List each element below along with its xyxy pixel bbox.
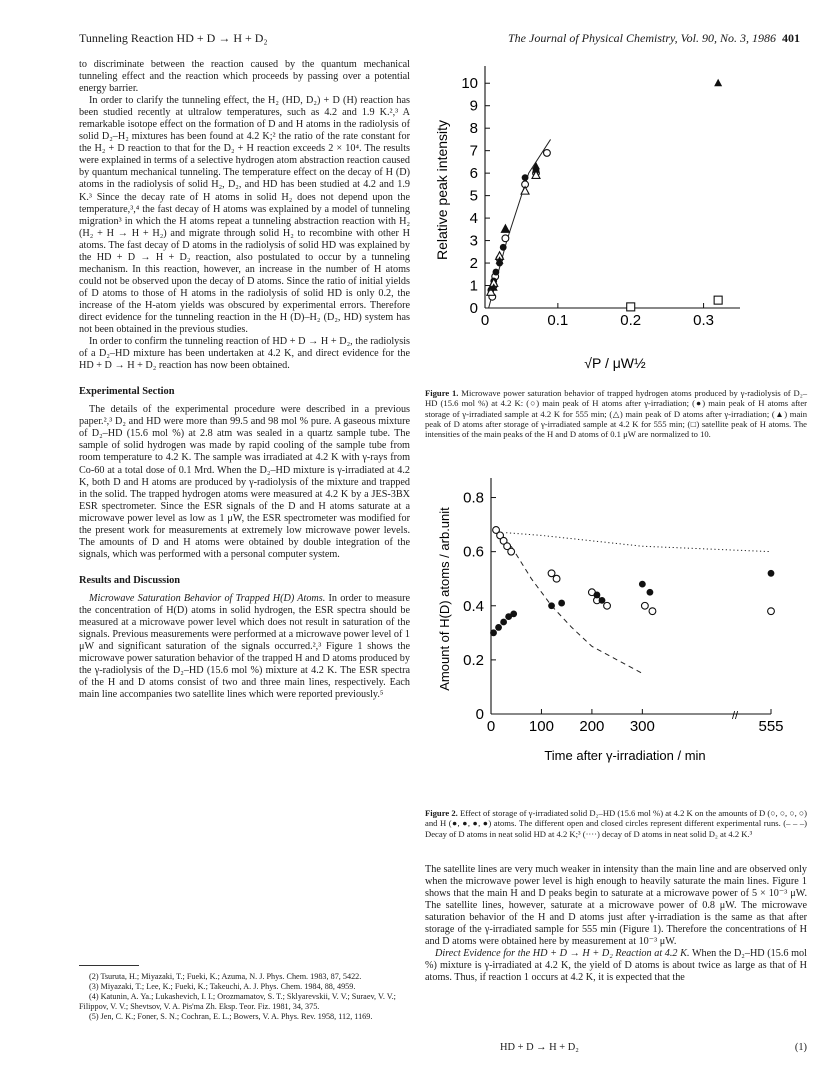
y-tick-label: 5	[469, 187, 478, 205]
data-point-open-circle	[544, 150, 551, 157]
curve-dotted-1	[506, 533, 771, 552]
y-tick-label: 1	[469, 277, 478, 295]
y-tick-label: 6	[469, 165, 478, 183]
results-heading: Results and Discussion	[79, 574, 181, 586]
data-point-filled-circle	[510, 610, 517, 617]
data-point-open-square	[627, 303, 635, 311]
y-tick-label: 4	[469, 210, 478, 228]
y-tick-label: 9	[469, 97, 478, 115]
x-tick-label: 200	[579, 718, 605, 735]
figure-2-chart	[425, 470, 807, 805]
y-tick-label: 3	[469, 232, 478, 250]
y-tick-label: 0.4	[463, 597, 484, 615]
intro-paragraph-2: In order to clarify the tunneling effect, the H₂ (HD, D₂) + D (H) reaction has been studied recently at ultralow temperatures, such as 4.2 and 1.9 K.²,³ A remarkable isotope effect on the formation of D and H atoms in the radiolysis of solid D₂–H₂ mixtures has been found at 4.2 K;² the ratio of the rate constant for the H₂ + D reaction to that for the D₂ + H reaction exceeds 2 × 10⁴. The results were explained in terms of a selective hydrogen atom abstraction reaction caused by quantum mechanical tunneling. The temperature effect on the decay of H (D) atoms in the radiolysis of solid H₂, D₂, and HD has been studied at 4.2 and 1.9 K.³ Since the decay rate of H atoms in solid H₂ does not depend upon the temperature,³,⁴ the fast decay of H atoms was explained by a model of tunneling migration³ in which the H atoms repeat a tunneling abstraction reaction with H₂ (H₂ + H → H + H₂) and migrate through solid H₂ to recombine with other H atoms. The fast decay of D atoms in the radiolysis of solid HD was explained by the HD + D → H + D₂ reaction, also postulated to occur by a tunneling mechanism. In this reaction, however, an increase in the number of H atoms could not be observed upon the decay of D atoms. Since the ratio of initial yields of D atoms to those of H atoms in the radiolysis of solid HD is only 0.2, the increase of the H-atom yields was obscured by experimental errors. Therefore direct evidence for the tunneling reaction in the H (D)–H₂ (D₂, HD) system has not been obtained in the previous studies.	[79, 95, 410, 336]
experimental-paragraph: The details of the experimental procedure were described in a previous paper.²,³ D₂ and HD were more than 99.5 and 98 mol % pure. A gaseous mixture of D₂–HD (15.6 mol %) at 2.8 atm was sealed in a quartz sample tube. The sample of solid hydrogen was made by rapid cooling of the sample tube from room temperature to 4.2 K. The sample was irradiated at 4.2 K with γ-rays from Co-60 at a total dose of 0.1 Mrd. When the D₂–HD mixture is γ-irradiated at 4.2 K, both D and H atoms are produced by γ-radiolysis of the mixture and trapped in the solid. The trapped hydrogen atoms were measured at 4.2 K by a JES-3BX ESR spectrometer. Since the ESR signals of the D and H atoms saturate at a microwave power level as low as 1 μW, the ESR spectrometer was modified for the present work for measurements at extremely low microwave power levels. The amounts of D and H atoms were obtained by double integration of the signals, which was performed with a personal computer system.	[79, 404, 410, 560]
data-point-open-circle	[604, 602, 611, 609]
page-number: 401	[782, 31, 800, 45]
data-point-filled-circle	[548, 602, 555, 609]
x-tick-label: 300	[629, 718, 655, 735]
figure-1-caption	[425, 388, 807, 439]
right-paragraph-1: The satellite lines are very much weaker in intensity than the main line and are observed only when the microwave power level is high enough to heavily saturate the main lines. Figure 1 shows that the main H and D peaks begin to saturate at a microwave power of 5 × 10⁻³ μW. The satellite lines, however, saturate at a microwave power of 0.8 μW. The microwave saturation behavior of the H and D atoms just after γ-irradiation is the same as that after storage of the γ-irradiated sample for 555 min (Figure 1). Therefore the concentrations of H and D atoms were obtained here by measurement at 10⁻³ μW.	[425, 864, 807, 948]
y-tick-label: 0.2	[463, 651, 484, 669]
footnote-2: (2) Tsuruta, H.; Miyazaki, T.; Fueki, K.; Azuma, N. J. Phys. Chem. 1983, 87, 5422.	[89, 972, 362, 981]
data-point-open-circle	[502, 235, 509, 242]
curve-solid-0	[489, 139, 551, 308]
axis-break-mark: //	[732, 710, 739, 722]
equation-number: (1)	[794, 1042, 807, 1053]
x-axis-label: Time after γ-irradiation / min	[544, 748, 706, 763]
data-point-filled-triangle	[714, 79, 722, 87]
y-tick-label: 2	[469, 255, 478, 273]
data-point-filled-circle	[647, 589, 654, 596]
right-column-text	[425, 864, 807, 984]
x-axis-label: √P / μW½	[584, 355, 646, 371]
data-point-filled-circle	[558, 600, 565, 607]
data-point-filled-circle	[768, 570, 775, 577]
footnotes	[79, 965, 410, 1022]
y-tick-label: 0	[469, 300, 478, 317]
y-tick-label: 10	[461, 75, 478, 93]
figure-1-caption-title: Figure 1.	[425, 388, 459, 398]
data-point-filled-triangle	[501, 225, 509, 233]
running-title: Tunneling Reaction HD + D → H + D₂	[79, 31, 268, 45]
data-point-open-square	[714, 296, 722, 304]
x-tick-label: 0.2	[620, 312, 642, 329]
results-text: In order to measure the concentration of H(D) atoms in solid hydrogen, the ESR spectra should be measured at a microwave power level which does not result in saturation of the signals. Previous measurements were performed at a microwave power level of 1 μW and significant saturation of the signals occurred.²,³ Figure 1 shows the microwave power saturation behavior of the trapped H and D atoms produced by the γ-radiolysis of the D₂–HD (15.6 mol %) mixture at 4.2 K. The ESR spectra of the H and D atoms consist of two and three main lines, respectively. Each main line accompanies two satellite lines which were reported previously.⁵	[79, 592, 410, 701]
data-point-filled-circle	[495, 624, 502, 631]
y-tick-label: 0	[475, 706, 484, 723]
data-point-filled-circle	[500, 244, 507, 251]
figure-2-caption-title: Figure 2.	[425, 808, 458, 818]
data-point-open-circle	[649, 608, 656, 615]
data-point-filled-circle	[599, 597, 606, 604]
journal-citation	[508, 31, 800, 46]
y-axis-label: Relative peak intensity	[434, 119, 450, 261]
y-axis-label: Amount of H(D) atoms / arb.unit	[437, 507, 452, 691]
data-point-filled-circle	[639, 581, 646, 588]
x-tick-label: 0.1	[547, 312, 569, 329]
figure-1-caption-text: Microwave power saturation behavior of trapped hydrogen atoms produced by γ-radiolysis of D₂–HD (15.6 mol %) at 4.2 K: (○) main peak of H atoms after γ-irradiation; (●) main peak of H atoms after storage of γ-irradiated sample at 4.2 K for 555 min; (△) main peak of D atoms after γ-irradiation; (▲) main peak of D atoms after storage of γ-irradiated sample at 4.2 K for 555 min; (□) satellite peak of H atoms. The intensities of the main peaks of the H and D atoms of 0.1 μW are normalized to 10.	[425, 388, 808, 440]
footnote-rule	[79, 965, 139, 966]
figure-1-chart	[425, 58, 807, 383]
y-tick-label: 0.6	[463, 543, 484, 561]
right-paragraph-2	[425, 948, 807, 984]
data-point-filled-circle	[500, 619, 507, 626]
curve-dashed-0	[511, 546, 642, 673]
data-point-open-circle	[553, 575, 560, 582]
data-point-open-circle	[641, 602, 648, 609]
footnote-4: (4) Katunin, A. Ya.; Lukashevich, I. I.; Orozmamatov, S. T.; Sklyarevskii, V. V.; Suraev, V. V.; Filippov, V. V.; Shevtsov, V. A. Pis'ma Zh. Eksp. Teor. Fiz. 1981, 34, 375.	[79, 992, 396, 1011]
x-tick-label: 555	[758, 718, 784, 735]
data-point-open-circle	[548, 570, 555, 577]
figure-2-caption-text: Effect of storage of γ-irradiated solid D₂–HD (15.6 mol %) at 4.2 K on the amounts of D (○, ○, ○, ○) and H (●, ●, ●, ●) atoms. The different open and closed circles represent different experimental runs. (– – –) Decay of D atoms in neat solid HD at 4.2 K;³ (····) decay of D atoms in neat solid D₂ at 4.2 K.³	[425, 808, 807, 839]
results-subtitle: Microwave Saturation Behavior of Trapped H(D) Atoms.	[89, 592, 326, 604]
direct-evidence-text: When the D₂–HD (15.6 mol %) mixture is γ-irradiated at 4.2 K, the yield of D atoms is about twice as large as that of H atoms. Thus, if reaction 1 occurs at 4.2 K, it is expected that the	[425, 948, 807, 984]
figure-2-caption	[425, 808, 807, 839]
data-point-filled-circle	[493, 269, 500, 276]
data-point-open-circle	[768, 608, 775, 615]
y-tick-label: 0.8	[463, 489, 484, 507]
y-tick-label: 7	[469, 142, 478, 160]
x-tick-label: 100	[528, 718, 554, 735]
data-point-open-circle	[508, 548, 515, 555]
y-tick-label: 8	[469, 120, 478, 138]
intro-paragraph-3: In order to confirm the tunneling reaction of HD + D → H + D₂, the radiolysis of a D₂–HD mixture has been undertaken at 4.2 K, and direct evidence for the HD + D → H + D₂ reaction has now been obtained.	[79, 336, 410, 372]
footnote-3: (3) Miyazaki, T.; Lee, K.; Fueki, K.; Takeuchi, A. J. Phys. Chem. 1984, 88, 4959.	[89, 982, 356, 991]
data-point-open-triangle	[521, 187, 529, 195]
data-point-filled-circle	[522, 174, 529, 181]
journal-name: The Journal of Physical Chemistry, Vol. 90, No. 3, 1986	[508, 31, 776, 45]
direct-evidence-title: Direct Evidence for the HD + D → H + D₂ Reaction at 4.2 K.	[435, 948, 690, 960]
results-paragraph	[79, 593, 410, 701]
left-column	[79, 59, 410, 701]
data-point-filled-circle	[594, 592, 601, 599]
x-tick-label: 0	[480, 312, 490, 329]
x-tick-label: 0.3	[693, 312, 715, 329]
intro-paragraph-1: to discriminate between the reaction caused by the quantum mechanical tunneling effect and the reaction which proceeds by passing over a potential energy barrier.	[79, 59, 410, 95]
data-point-filled-circle	[490, 629, 497, 636]
experimental-heading: Experimental Section	[79, 386, 175, 398]
equation-text: HD + D → H + D₂	[500, 1042, 579, 1053]
footnote-5: (5) Jen, C. K.; Foner, S. N.; Cochran, E. L.; Bowers, V. A. Phys. Rev. 1958, 112, 1169.	[89, 1012, 373, 1021]
x-tick-label: 0	[486, 718, 496, 735]
